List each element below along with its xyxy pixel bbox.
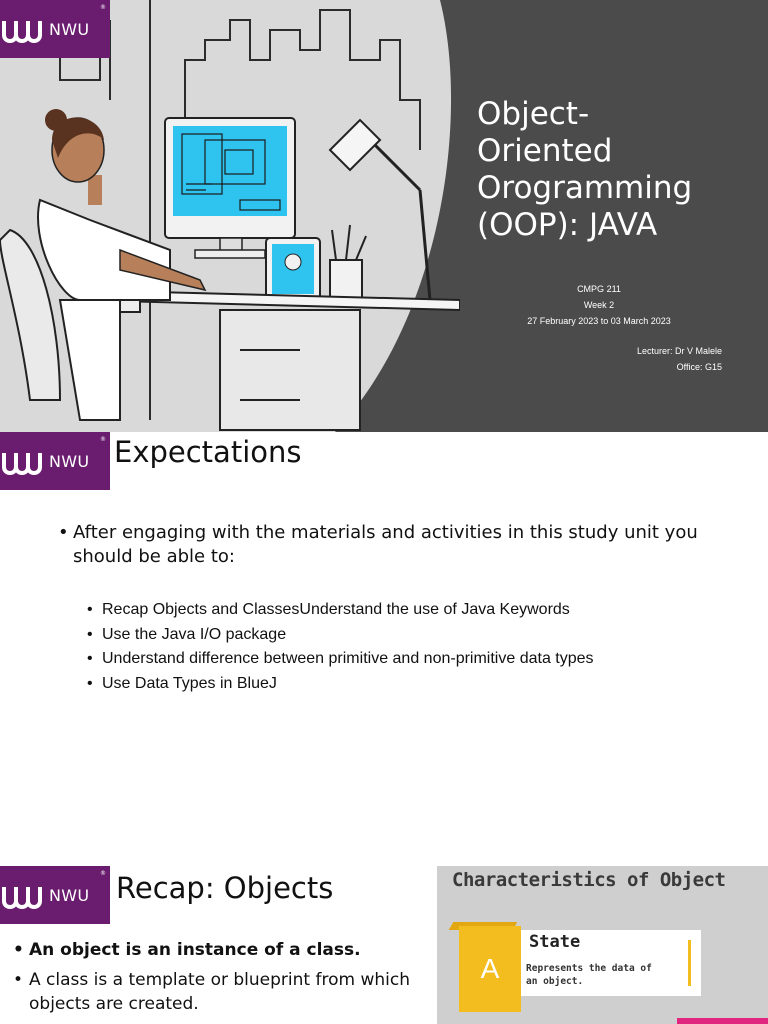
title-line: (OOP): JAVA [477, 207, 658, 243]
letter-tile: A [459, 926, 521, 1012]
accent-bar [688, 940, 691, 986]
office-illustration [0, 0, 460, 432]
slide-heading: Recap: Objects [116, 871, 334, 905]
title-line: Object- [477, 96, 590, 132]
lecturer-info [560, 343, 722, 375]
registered-mark: ® [100, 870, 106, 877]
nwu-emblem-icon [2, 9, 44, 49]
intro-list [58, 521, 748, 569]
nwu-logo [0, 0, 110, 58]
card-title: Characteristics of Object [452, 869, 726, 891]
nwu-logo [0, 432, 110, 490]
intro-text: • After engaging with the materials and activities in this study unit you should be able to: [58, 521, 748, 569]
course-info [470, 281, 728, 329]
pink-bar [677, 1018, 768, 1024]
list-item: • Use the Java I/O package [87, 623, 737, 648]
title-line: Oriented [477, 133, 613, 169]
panel-heading: State [529, 932, 581, 952]
registered-mark: ® [100, 4, 106, 11]
list-item: • Use Data Types in BlueJ [87, 672, 737, 697]
office-label: Office: G15 [676, 362, 722, 372]
week-label: Week 2 [583, 300, 615, 310]
nwu-emblem-icon [2, 441, 44, 481]
nwu-logo [0, 866, 110, 924]
title-slide [0, 0, 768, 432]
slide-title [477, 96, 762, 244]
expectations-slide [0, 432, 768, 852]
list-item: • An object is an instance of a class. [13, 938, 428, 962]
list-item: • Understand difference between primitive and non-primitive data types [87, 647, 737, 672]
list-item: • A class is a template or blueprint from which objects are created. [13, 968, 428, 1016]
course-code: CMPG 211 [577, 284, 621, 294]
registered-mark: ® [100, 436, 106, 443]
nwu-emblem-icon [2, 875, 44, 915]
logo-text: NWU [49, 885, 90, 905]
list-item: • Recap Objects and ClassesUnderstand the use of Java Keywords [87, 598, 737, 623]
slide-heading: Expectations [114, 435, 302, 469]
date-range: 27 February 2023 to 03 March 2023 [527, 316, 671, 326]
recap-list [13, 938, 428, 1022]
expectations-list [87, 598, 737, 697]
title-line: Orogramming [477, 170, 693, 206]
panel-description: Represents the data of an object. [526, 963, 652, 987]
characteristics-card [437, 866, 768, 1024]
logo-text: NWU [49, 19, 90, 39]
lecturer-name: Lecturer: Dr V Malele [636, 346, 722, 356]
logo-text: NWU [49, 451, 90, 471]
recap-objects-slide [0, 852, 768, 1024]
state-panel [521, 930, 701, 996]
